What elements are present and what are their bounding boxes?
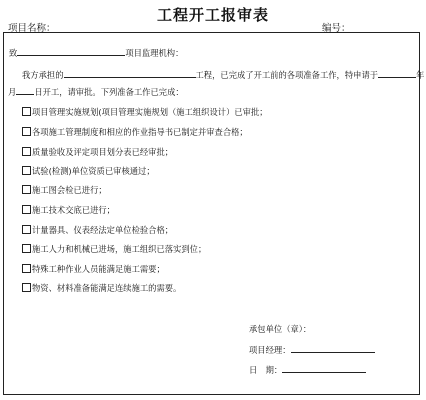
manager-line <box>249 343 375 356</box>
intro-line-2 <box>8 85 184 98</box>
checklist-label: 试验(检测)单位资质已审核通过； <box>32 166 155 176</box>
checkbox[interactable] <box>22 205 31 214</box>
year-blank[interactable] <box>378 68 416 78</box>
manager-blank[interactable] <box>291 343 375 353</box>
checkbox[interactable] <box>22 185 31 194</box>
checklist-item <box>22 126 248 138</box>
checklist-label: 计量器具、仪表经法定单位检验合格； <box>32 225 174 235</box>
intro-line-1 <box>22 68 424 81</box>
checklist-label: 特殊工种作业人员能满足施工需要； <box>32 264 165 274</box>
checkbox[interactable] <box>22 264 31 273</box>
checklist-item <box>22 204 115 216</box>
checklist-label: 物资、材料准备能满足连续施工的需要。 <box>32 283 182 293</box>
intro-part5: 日开工，请审批。下列准备工作已完成： <box>34 87 184 97</box>
checkbox[interactable] <box>22 225 31 234</box>
checklist-item <box>22 282 181 294</box>
to-suffix: 项目监理机构： <box>125 48 184 58</box>
supervisor-blank[interactable] <box>17 46 125 56</box>
checkbox[interactable] <box>22 127 31 136</box>
to-line <box>9 46 183 59</box>
project-name-label: 项目名称： <box>8 23 56 34</box>
intro-part1: 我方承担的 <box>22 70 64 80</box>
month-blank[interactable] <box>16 85 34 95</box>
checklist-item <box>22 263 165 275</box>
checkbox[interactable] <box>22 147 31 156</box>
checklist-label: 施工图会检已进行； <box>32 185 107 195</box>
checklist-item <box>22 184 107 196</box>
date-blank[interactable] <box>282 363 366 373</box>
checklist-item <box>22 243 206 255</box>
contractor-label: 承包单位（章）： <box>249 324 312 334</box>
checklist-label: 项目管理实施规划(项目管理实施规划（施工组织设计）已审批； <box>32 107 268 117</box>
to-prefix: 致 <box>9 48 18 58</box>
date-label: 日 期： <box>249 365 283 375</box>
checklist-item <box>22 224 173 236</box>
project-blank[interactable] <box>64 68 196 78</box>
checklist-item <box>22 106 268 118</box>
checkbox[interactable] <box>22 283 31 292</box>
date-line <box>249 363 366 376</box>
intro-part3: 年 <box>416 70 425 80</box>
number-label: 编号： <box>322 23 351 34</box>
intro-part4: 月 <box>8 87 17 97</box>
checkbox[interactable] <box>22 244 31 253</box>
intro-part2: 工程，已完成了开工前的各项准备工作，特申请于 <box>195 70 379 80</box>
form-title: 工程开工报审表 <box>156 6 269 24</box>
checklist-label: 施工人力和机械已进场，施工组织已落实到位； <box>32 244 207 254</box>
checkbox[interactable] <box>22 107 31 116</box>
checklist-label: 施工技术交底已进行； <box>32 205 115 215</box>
checkbox[interactable] <box>22 166 31 175</box>
manager-label: 项目经理： <box>249 345 291 355</box>
checklist-label: 各项施工管理制度和相应的作业指导书已制定并审查合格； <box>32 127 248 137</box>
checklist-label: 质量验收及评定项目划分表已经审批； <box>32 147 174 157</box>
checklist-item <box>22 165 155 177</box>
checklist-item <box>22 146 173 158</box>
